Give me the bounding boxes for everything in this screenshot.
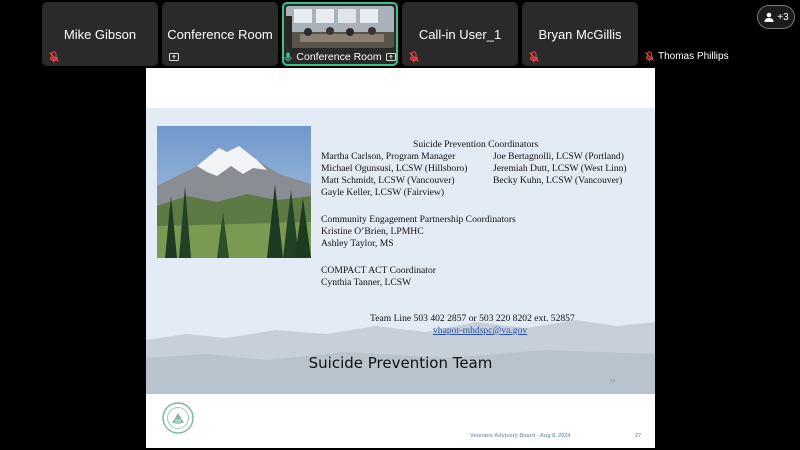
- inner-page-number: 33: [610, 378, 616, 383]
- video-frame-icon: [286, 6, 394, 48]
- more-participants-button[interactable]: [757, 5, 795, 29]
- participant-name: Conference Room: [296, 51, 382, 63]
- coordinator-right-2: Jeremiah Dutt, LCSW (West Linn): [493, 163, 627, 174]
- coordinators-heading: Suicide Prevention Coordinators: [413, 139, 539, 150]
- coordinator-left-3: Matt Schmidt, LCSW (Vancouver): [321, 175, 455, 186]
- shared-slide: [146, 68, 655, 448]
- coordinator-right-1: Joe Bertagnolli, LCSW (Portland): [493, 151, 624, 162]
- participant-tile-conference-room-video[interactable]: [282, 2, 398, 66]
- email-link[interactable]: vhapor-mhdspc@va.gov: [433, 325, 528, 336]
- community-member-2: Ashley Taylor, MS: [321, 238, 394, 249]
- video-label: [284, 51, 396, 63]
- community-heading: Community Engagement Partnership Coordinators: [321, 214, 516, 225]
- mic-active-icon: [284, 52, 292, 62]
- mic-muted-icon: [408, 51, 420, 63]
- coordinator-left-2: Michael Ogunsusi, LCSW (Hillsboro): [321, 163, 468, 174]
- conference-room-video: [286, 6, 394, 48]
- slide-title: Suicide Prevention Team: [308, 354, 493, 372]
- screen-share-icon: [169, 53, 179, 61]
- screen-share-icon: [386, 53, 396, 61]
- compact-member-1: Cynthia Tanner, LCSW: [321, 277, 412, 288]
- va-seal-icon: [162, 402, 194, 434]
- mic-muted-icon: [644, 51, 655, 62]
- participant-tile-mike-gibson[interactable]: [42, 2, 158, 66]
- participant-name: Mike Gibson: [63, 27, 137, 42]
- mic-muted-icon: [48, 51, 60, 63]
- footer-page-number: 27: [635, 433, 642, 439]
- participant-name: Bryan McGillis: [538, 27, 622, 42]
- participant-name: Call-in User_1: [418, 27, 502, 42]
- participant-thomas-phillips[interactable]: [644, 51, 729, 62]
- coordinator-right-3: Becky Kuhn, LCSW (Vancouver): [493, 175, 623, 186]
- mountain-landscape-icon: [157, 126, 311, 258]
- people-icon: [763, 11, 775, 23]
- footer-text: Veterans Advisory Board - Aug 8, 2024: [470, 433, 571, 439]
- participant-name: Thomas Phillips: [658, 51, 729, 62]
- compact-heading: COMPACT ACT Coordinator: [321, 265, 436, 276]
- more-participants-count: +3: [777, 11, 789, 23]
- participant-tile-bryan-mcgillis[interactable]: [522, 2, 638, 66]
- team-line: Team Line 503 402 2857 or 503 220 8202 ext. 52857: [370, 313, 575, 324]
- participant-tile-conference-room[interactable]: [162, 2, 278, 66]
- coordinator-left-1: Martha Carlson, Program Manager: [321, 151, 456, 162]
- community-member-1: Kristine O’Brien, LPMHC: [321, 226, 424, 237]
- participant-name: Conference Room: [167, 27, 273, 42]
- participant-tile-call-in-user[interactable]: [402, 2, 518, 66]
- coordinator-left-4: Gayle Keller, LCSW (Fairview): [321, 187, 445, 198]
- mountain-photo: [157, 126, 311, 258]
- mic-muted-icon: [528, 51, 540, 63]
